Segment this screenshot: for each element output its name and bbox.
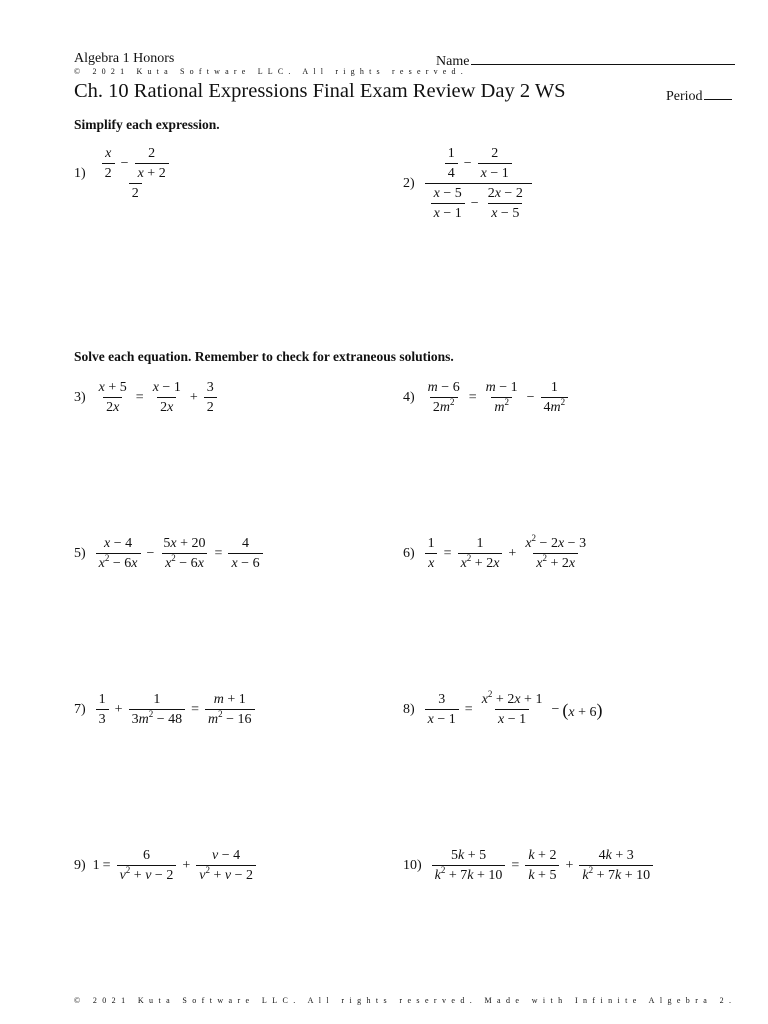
period-blank-line (704, 87, 732, 100)
period-label: Period (666, 89, 703, 104)
problem-9: 9) 1 = $\frac{6}{v^2 + v - 2}$ + $\frac{v - 4}{v^2 + v - 2}$ (74, 848, 259, 884)
problem-4: 4) $\frac{m - 6}{2m^2}$ = $\frac{m - 1}{m^2}$ − $\frac{1}{4m^2}$ (403, 380, 571, 416)
problem-3: 3) $\frac{x + 5}{2x}$ = $\frac{x - 1}{2x}$ + $\frac{3}{2}$ (74, 380, 220, 416)
worksheet-title: Ch. 10 Rational Expressions Final Exam Review Day 2 WS (74, 80, 566, 102)
name-field (436, 51, 735, 70)
problem-number: 10) (403, 858, 422, 873)
problem-number: 7) (74, 702, 86, 717)
problem-number: 2) (403, 176, 415, 191)
problem-2 (403, 146, 535, 222)
name-blank-line (471, 51, 735, 65)
problem-number: 1) (74, 166, 86, 181)
section-simplify-heading: Simplify each expression. (74, 117, 220, 132)
problem-10: 10) $\frac{5k + 5}{k^2 + 7k + 10}$ = $\frac{k + 2}{k + 5}$ + $\frac{4k + 3}{k^2 + 7k + 10}$ (403, 848, 656, 884)
period-field (666, 87, 732, 105)
problem-number: 4) (403, 390, 415, 405)
problem-number: 8) (403, 702, 415, 717)
problem-8: 8) $\frac{3}{x - 1}$ = $\frac{x^2 + 2x + 1}{x - 1}$ − (x + 6) (403, 689, 603, 727)
problem-5: 5) $\frac{x - 4}{x^2 - 6x}$ − $\frac{5x + 20}{x^2 - 6x}$ = $\frac{4}{x - 6}$ (74, 536, 266, 572)
problem-number: 9) (74, 858, 86, 873)
problem-number: 6) (403, 546, 415, 561)
name-label: Name (436, 54, 470, 69)
problem-7: 7) $\frac{1}{3}$ + $\frac{1}{3m^2 - 48}$ = $\frac{m + 1}{m^2 - 16}$ (74, 692, 258, 728)
problem-2-main-fraction: $\frac{1}{4}$ − $\frac{2}{x - 1}$ $\frac{x - 5}{x - 1}$ − $\frac{2x - 2}{x - 5}$ (425, 146, 532, 222)
problem-1 (74, 146, 178, 202)
section-solve-heading: Solve each equation. Remember to check for extraneous solutions. (74, 349, 454, 364)
problem-number: 5) (74, 546, 86, 561)
footer-copyright: © 2021 Kuta Software LLC. All rights reserved. Made with Infinite Algebra 2. (74, 996, 737, 1005)
course-name: Algebra 1 Honors (74, 51, 175, 66)
problem-6: 6) $\frac{1}{x}$ = $\frac{1}{x^2 + 2x}$ + $\frac{x^2 - 2x - 3}{x^2 + 2x}$ (403, 533, 587, 571)
problem-1-main-fraction: $\frac{x}{2}$ − $\frac{2}{x + 2}$ 2 (96, 146, 175, 202)
copyright-notice: © 2021 Kuta Software LLC. All rights reserved. (74, 67, 468, 76)
problem-number: 3) (74, 390, 86, 405)
